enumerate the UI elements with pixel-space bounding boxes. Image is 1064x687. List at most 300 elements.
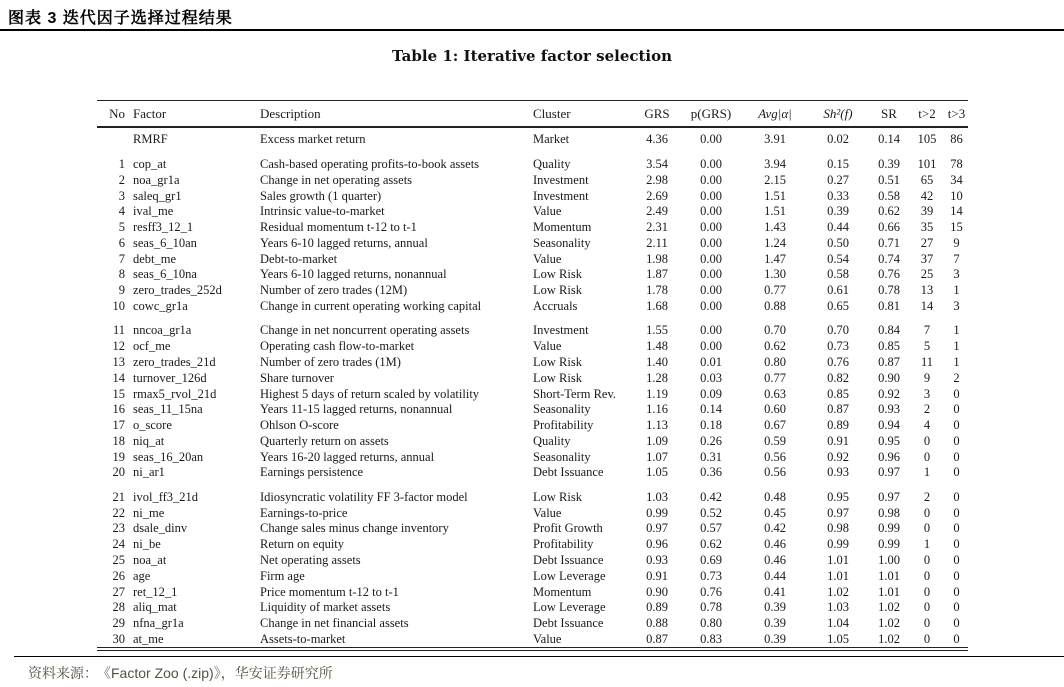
table-cell: Assets-to-market [260, 631, 346, 646]
table-cell: 0.92 [878, 386, 900, 401]
table-cell: 2 [118, 172, 125, 187]
col-header-sh2f: Sh²(f) [807, 101, 869, 128]
table-cell: 0.39 [878, 157, 900, 171]
table-cell: 1.28 [646, 370, 668, 385]
table-row [97, 314, 968, 338]
table-cell: Earnings-to-price [260, 505, 348, 520]
table-cell: 0.99 [827, 537, 849, 552]
table-cell: 1.02 [878, 631, 900, 646]
table-cell: 0.91 [646, 568, 668, 583]
table-cell: 0.62 [764, 339, 786, 354]
table-cell: 0.98 [878, 505, 900, 520]
table-cell: 1.48 [646, 339, 668, 354]
table-cell: 1.30 [764, 267, 786, 282]
table-cell: 0.95 [827, 489, 849, 504]
col-header-pgrs: p(GRS) [679, 101, 743, 128]
source-note [28, 663, 339, 683]
table-row [97, 204, 968, 220]
table-cell [97, 127, 131, 148]
table-cell: Profitability [533, 537, 594, 552]
table-cell: o_score [133, 418, 172, 433]
table-cell: 0.39 [827, 204, 849, 219]
table-row [97, 465, 968, 481]
table-cell: 0.69 [700, 552, 722, 567]
table-cell: 0 [923, 631, 931, 646]
table-cell: Idiosyncratic volatility FF 3-factor model [260, 489, 468, 504]
table-cell: 0 [953, 631, 960, 646]
table-caption: Table 1: Iterative factor selection [391, 47, 673, 65]
table-cell: ni_be [133, 537, 161, 552]
table-cell: 7 [923, 323, 931, 338]
table-cell: 1.01 [827, 568, 849, 583]
table-cell: 15 [112, 386, 125, 401]
table-cell: 1.01 [878, 584, 900, 599]
table-row [97, 521, 968, 537]
table-cell: Years 6-10 lagged returns, nonannual [260, 267, 447, 282]
table-cell: 14 [112, 370, 125, 385]
table-cell: 0 [923, 449, 931, 464]
table-cell: 0.93 [646, 552, 668, 567]
table-cell: 0 [923, 568, 931, 583]
table-cell: Debt-to-market [260, 251, 338, 266]
table-cell: 1.07 [646, 449, 668, 464]
table-row [97, 355, 968, 371]
table-cell: Residual momentum t-12 to t-1 [260, 220, 417, 235]
table-cell: 0 [953, 433, 960, 448]
table-cell: 12 [112, 339, 125, 354]
table-cell: rmax5_rvol_21d [133, 386, 217, 401]
table-cell: 0.70 [764, 323, 786, 338]
table-cell: Investment [533, 172, 589, 187]
table-row [97, 434, 968, 450]
table-cell: 0.41 [764, 584, 786, 599]
table-cell: 3.94 [764, 157, 786, 171]
table-cell: 0.44 [764, 568, 786, 583]
table-cell: 25 [112, 552, 125, 567]
table-cell: 1.01 [827, 552, 849, 567]
col-header-avg-alpha: Avg|α| [743, 101, 807, 128]
table-cell: 4 [923, 418, 931, 433]
table-cell: cowc_gr1a [133, 299, 188, 314]
table-cell: 1 [953, 339, 960, 354]
table-cell: turnover_126d [133, 370, 207, 385]
table-cell: 0.58 [878, 188, 900, 203]
table-cell: 42 [920, 188, 934, 203]
table-cell: 22 [112, 505, 125, 520]
table-cell: dsale_dinv [133, 521, 188, 536]
table-cell: 0.90 [878, 370, 900, 385]
table-cell: 0.39 [764, 616, 786, 631]
table-cell: 0.00 [700, 157, 722, 171]
table-row [97, 386, 968, 402]
table-cell: Seasonality [533, 402, 591, 417]
table-cell: 3.54 [646, 157, 668, 171]
table-cell: 1.02 [827, 584, 849, 599]
table-cell: 0.46 [764, 537, 786, 552]
table-cell: 0 [953, 521, 960, 536]
table-cell: Years 6-10 lagged returns, annual [260, 235, 428, 250]
table-cell: 13 [920, 283, 934, 298]
table-cell: 2.98 [646, 172, 668, 187]
table-cell: 0.00 [700, 220, 722, 235]
table-cell: 1.68 [646, 299, 668, 314]
table-cell: 1 [953, 283, 960, 298]
table-row [97, 481, 968, 505]
table-cell: 1.05 [827, 631, 849, 646]
table-cell: 0.97 [827, 505, 849, 520]
table-cell: Low Risk [533, 370, 582, 385]
table-cell: 0.59 [764, 433, 786, 448]
table-cell: 0.99 [878, 521, 900, 536]
table-cell: Earnings persistence [260, 465, 364, 480]
table-cell: Profit Growth [533, 521, 603, 536]
table-cell: 20 [112, 465, 125, 480]
table-cell: seas_11_15na [133, 402, 203, 417]
source-label: 资料来源： [28, 665, 98, 681]
table-cell: 0.74 [878, 251, 900, 266]
table-cell: 0.45 [764, 505, 786, 520]
table-cell: 0.00 [700, 188, 722, 203]
table-cell: Firm age [260, 568, 305, 583]
table-cell: 1 [923, 537, 931, 552]
table-cell: 78 [950, 157, 963, 171]
table-cell: 1.47 [764, 251, 786, 266]
table-row [97, 631, 968, 649]
table-row [97, 267, 968, 283]
table-cell: 7 [953, 251, 960, 266]
table-cell: 0.14 [700, 402, 722, 417]
table-cell: Change in net operating assets [260, 172, 413, 187]
table-cell: 0.31 [700, 449, 722, 464]
table-cell: 0.88 [764, 299, 786, 314]
table-cell: 0.97 [878, 465, 900, 480]
table-cell: 1.78 [646, 283, 668, 298]
table-cell: 0.73 [700, 568, 722, 583]
table-cell: at_me [133, 631, 164, 646]
table-cell: Net operating assets [260, 552, 361, 567]
table-cell: Number of zero trades (1M) [260, 354, 401, 369]
table-cell: 3 [923, 386, 931, 401]
table-cell: nncoa_gr1a [133, 323, 192, 338]
table-cell: Value [533, 631, 562, 646]
table-cell: 0.87 [878, 354, 900, 369]
table-cell: 0.26 [700, 433, 722, 448]
table-cell: 2 [923, 489, 931, 504]
table-cell: Low Risk [533, 489, 582, 504]
table-cell: 11 [920, 354, 934, 369]
table-cell: cop_at [133, 157, 167, 171]
table-cell: noa_gr1a [133, 172, 180, 187]
table-cell: age [133, 568, 151, 583]
table-cell: 0.85 [878, 339, 900, 354]
table-cell: 0.51 [878, 172, 900, 187]
table-cell: Seasonality [533, 449, 591, 464]
table-cell: 0.01 [700, 354, 722, 369]
table-row [97, 449, 968, 465]
table-row [97, 600, 968, 616]
table-cell: 0.83 [700, 631, 722, 646]
table-cell: 1.02 [878, 616, 900, 631]
table-cell: 2.11 [646, 235, 668, 250]
table-cell: 0.77 [764, 283, 786, 298]
table-cell: 0.80 [764, 354, 786, 369]
table-cell: 9 [953, 235, 960, 250]
table-cell: 0.65 [827, 299, 849, 314]
table-cell: 1.24 [764, 235, 786, 250]
table-cell: 0.71 [878, 235, 900, 250]
table-cell: 0 [953, 465, 960, 480]
table-header-row [97, 101, 968, 128]
table-cell: 0.92 [827, 449, 849, 464]
table-cell: 0.89 [646, 600, 668, 615]
table-cell: 0.00 [700, 204, 722, 219]
table-cell: 34 [950, 172, 963, 187]
table-row [97, 283, 968, 299]
table-cell: 2 [953, 370, 960, 385]
table-cell: 7 [118, 251, 125, 266]
table-cell: 0.00 [700, 323, 722, 338]
table-cell: 0.00 [700, 299, 722, 314]
table-cell: 0.96 [878, 449, 900, 464]
table-cell: 0.58 [827, 267, 849, 282]
table-cell: 0 [953, 600, 960, 615]
table-row [97, 172, 968, 188]
table-cell: 0 [923, 600, 931, 615]
table-cell: 0.91 [827, 433, 849, 448]
table-cell: ni_me [133, 505, 165, 520]
table-cell: Price momentum t-12 to t-1 [260, 584, 399, 599]
table-cell: Sales growth (1 quarter) [260, 188, 382, 203]
table-cell: 0 [923, 616, 931, 631]
table-cell: Change sales minus change inventory [260, 521, 449, 536]
table-row [97, 402, 968, 418]
table-cell: 4 [118, 204, 125, 219]
table-cell: 0.00 [700, 132, 722, 146]
table-cell: Change in current operating working capital [260, 299, 482, 314]
source-text: 《Factor Zoo (.zip)》，华安证券研究所 [104, 665, 333, 681]
table-row [97, 370, 968, 386]
table-cell: 10 [950, 188, 963, 203]
table-cell: Debt Issuance [533, 552, 604, 567]
table-cell: Years 16-20 lagged returns, annual [260, 449, 435, 464]
table-cell: 17 [112, 418, 125, 433]
table-cell: Value [533, 339, 562, 354]
table-cell: 14 [950, 204, 963, 219]
col-header-grs: GRS [635, 101, 679, 128]
table-cell: Return on equity [260, 537, 345, 552]
table-cell: 0.62 [878, 204, 900, 219]
table-row [97, 616, 968, 632]
table-cell: 0.42 [700, 489, 722, 504]
table-cell: 0 [953, 449, 960, 464]
table-cell: Intrinsic value-to-market [260, 204, 385, 219]
table-cell: 0.09 [700, 386, 722, 401]
table-cell: 0.84 [878, 323, 900, 338]
table-row [97, 299, 968, 315]
table-cell: 28 [112, 600, 125, 615]
table-cell: 0.76 [827, 354, 849, 369]
table-cell: 13 [112, 354, 125, 369]
table-cell: seas_16_20an [133, 449, 204, 464]
table-cell: 0.50 [827, 235, 849, 250]
table-cell: 0.90 [646, 584, 668, 599]
table-cell: 21 [112, 489, 125, 504]
table-cell: 1.16 [646, 402, 668, 417]
table-cell: aliq_mat [133, 600, 177, 615]
table-cell: 0.56 [764, 465, 786, 480]
table-cell: 0.94 [878, 418, 900, 433]
table-cell: 0 [953, 568, 960, 583]
table-cell: 1.09 [646, 433, 668, 448]
table-cell: 0 [923, 552, 931, 567]
table-cell: 0 [953, 418, 960, 433]
table-cell: 35 [920, 220, 934, 235]
table-cell: Investment [533, 188, 589, 203]
table-cell: 0.99 [878, 537, 900, 552]
table-cell: 0 [923, 505, 931, 520]
table-cell: 0.44 [827, 220, 849, 235]
table-cell: Low Leverage [533, 568, 606, 583]
table-cell: Low Risk [533, 354, 582, 369]
table-cell: 1.51 [764, 204, 786, 219]
table-cell: 16 [112, 402, 125, 417]
table-cell: saleq_gr1 [133, 188, 182, 203]
table-cell: 0.60 [764, 402, 786, 417]
table-cell: Cash-based operating profits-to-book assets [260, 157, 480, 171]
table-cell: Profitability [533, 418, 594, 433]
col-header-cluster: Cluster [533, 101, 635, 128]
table-cell: 0.56 [764, 449, 786, 464]
table-cell: 0.02 [827, 132, 849, 146]
table-cell: 0.89 [827, 418, 849, 433]
table-cell: 2.15 [764, 172, 786, 187]
table-cell: 0.00 [700, 172, 722, 187]
table-cell: 1.01 [878, 568, 900, 583]
table-row [97, 251, 968, 267]
table-cell: 0.36 [700, 465, 722, 480]
table-cell: 0.42 [764, 521, 786, 536]
table-cell: 1.43 [764, 220, 786, 235]
table-cell: Accruals [533, 299, 578, 314]
table-cell: ocf_me [133, 339, 171, 354]
table-cell: 0.39 [764, 600, 786, 615]
table-cell: 1.03 [827, 600, 849, 615]
table-cell: 0.27 [827, 172, 849, 187]
table-cell: 0.46 [764, 552, 786, 567]
table-cell: 1.03 [646, 489, 668, 504]
table-cell: 18 [112, 433, 125, 448]
table-cell: 0 [953, 552, 960, 567]
table-cell: Ohlson O-score [260, 418, 339, 433]
table-cell: 0.98 [827, 521, 849, 536]
table-cell: niq_at [133, 433, 165, 448]
table-cell: Years 11-15 lagged returns, nonannual [260, 402, 453, 417]
table-cell: 15 [950, 220, 963, 235]
table-cell: 0.14 [878, 132, 900, 146]
table-cell: 0.00 [700, 283, 722, 298]
table-cell: 0.85 [827, 386, 849, 401]
table-cell: 11 [112, 323, 125, 338]
table-cell: Highest 5 days of return scaled by volatility [260, 386, 480, 401]
table-cell: 27 [112, 584, 125, 599]
table-cell: 9 [923, 370, 931, 385]
table-cell: 30 [112, 631, 125, 646]
table-cell: 26 [112, 568, 125, 583]
table-cell: 3 [953, 299, 960, 314]
table-cell: Low Risk [533, 267, 582, 282]
table-cell: zero_trades_252d [133, 283, 222, 298]
table-cell: 29 [112, 616, 125, 631]
table-cell: 1.55 [646, 323, 668, 338]
table-cell: 27 [920, 235, 934, 250]
table-cell: 2.49 [646, 204, 668, 219]
table-cell: 0.76 [700, 584, 722, 599]
table-cell: 0 [953, 584, 960, 599]
col-header-no: No [97, 101, 131, 128]
table-cell: Momentum [533, 220, 592, 235]
table-cell: 0.99 [646, 505, 668, 520]
table-cell: 0.48 [764, 489, 786, 504]
table-cell: ret_12_1 [133, 584, 178, 599]
table-cell: 0 [953, 616, 960, 631]
table-cell: 0.78 [700, 600, 722, 615]
table-cell: 0.81 [878, 299, 900, 314]
table-cell: 1.51 [764, 188, 786, 203]
table-cell: 1.87 [646, 267, 668, 282]
table-cell: 25 [920, 267, 934, 282]
table-cell: 2 [923, 402, 931, 417]
footer-divider [14, 656, 1064, 657]
table-cell: Liquidity of market assets [260, 600, 391, 615]
table-cell: 1.00 [878, 552, 900, 567]
table-cell: resff3_12_1 [133, 220, 194, 235]
table-cell: 0.54 [827, 251, 849, 266]
table-cell: 1 [953, 323, 960, 338]
table-cell: 0.96 [646, 537, 668, 552]
table-row [97, 236, 968, 252]
table-cell: 0.80 [700, 616, 722, 631]
table-cell: Excess market return [260, 132, 366, 146]
table-row [97, 127, 968, 148]
table-cell: Debt Issuance [533, 616, 604, 631]
table-cell: 0.61 [827, 283, 849, 298]
table-cell: 0 [923, 521, 931, 536]
table-cell: nfna_gr1a [133, 616, 184, 631]
col-header-factor: Factor [131, 101, 260, 128]
table-cell: Quarterly return on assets [260, 433, 389, 448]
table-cell: ivol_ff3_21d [133, 489, 199, 504]
table-cell: RMRF [133, 132, 168, 146]
table-cell: Share turnover [260, 370, 334, 385]
table-cell: Market [533, 132, 570, 146]
table-cell: 19 [112, 449, 125, 464]
table-cell: 86 [950, 132, 963, 146]
table-cell: Value [533, 204, 562, 219]
table-cell: Debt Issuance [533, 465, 604, 480]
table-cell: 0.78 [878, 283, 900, 298]
table-row [97, 584, 968, 600]
table-cell: 0.00 [700, 339, 722, 354]
col-header-description: Description [260, 101, 533, 128]
table-cell: 0.39 [764, 631, 786, 646]
table-row [97, 537, 968, 553]
table-cell: noa_at [133, 552, 167, 567]
table-cell: zero_trades_21d [133, 354, 216, 369]
table-cell: Operating cash flow-to-market [260, 339, 415, 354]
table-cell: 0.87 [646, 631, 668, 646]
table-cell: 37 [920, 251, 934, 266]
table-cell: Low Leverage [533, 600, 606, 615]
